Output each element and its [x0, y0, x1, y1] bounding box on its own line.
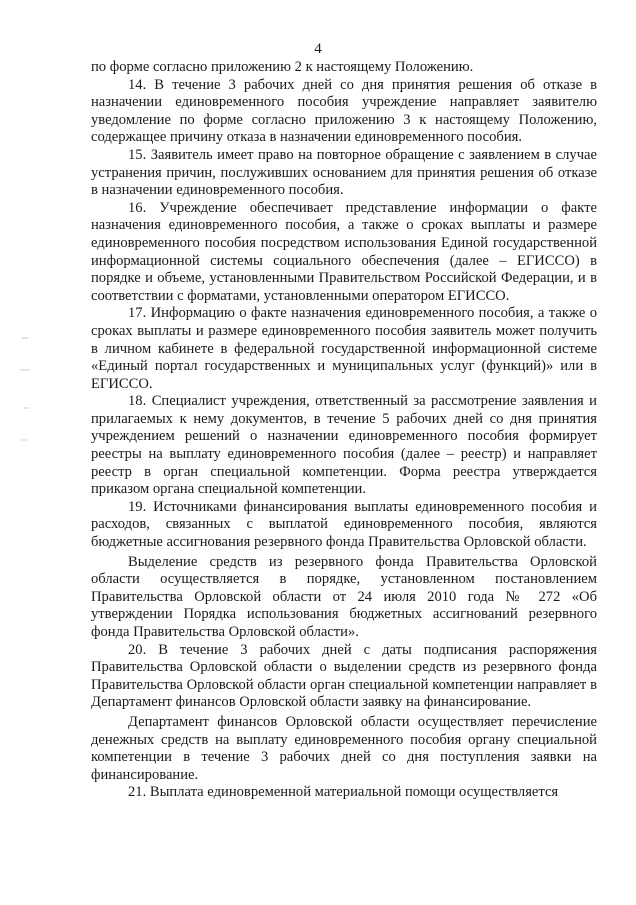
paragraph: 16. Учреждение обеспечивает представление информации о факте назначения единовременного пособия, а также о сроках выплаты и размере единовременного пособия посредством использования Единой государственной информационной системы социального обеспечения (далее – ЕГИССО) в порядке и объеме, установленными Правительством Российской Федерации, и в соответствии с форматами, установленными оператором ЕГИССО.	[91, 199, 597, 304]
margin-scan-marks	[10, 330, 40, 450]
page-number: 4	[314, 41, 322, 57]
paragraph: 17. Информацию о факте назначения единовременного пособия, а также о сроках выплаты и размере единовременного пособия заявитель может получить в личном кабинете в федеральной государственной информационной системе «Единый портал государственных и муниципальных услуг (функций)» или в ЕГИССО.	[91, 305, 597, 392]
paragraph: 18. Специалист учреждения, ответственный за рассмотрение заявления и прилагаемых к нему документов, в течение 5 рабочих дней со дня принятия учреждением решений о назначении единовременного пособия формирует реестры на выплату единовременного пособия (далее – реестр) и направляет реестр в орган специальной компетенции. Форма реестра утверждается приказом органа специальной компетенции.	[91, 393, 597, 498]
paragraph: 19. Источниками финансирования выплаты единовременного пособия и расходов, связанных с выплатой единовременного пособия, являются бюджетные ассигнования резервного фонда Правительства Орловской области.	[91, 498, 597, 551]
paragraph: Департамент финансов Орловской области осуществляет перечисление денежных средств на выплату единовременного пособия органу специальной компетенции в течение 3 рабочих дней со дня поступления заявки на финансирование.	[91, 713, 597, 783]
document-body	[91, 59, 597, 802]
paragraph: 15. Заявитель имеет право на повторное обращение с заявлением в случае устранения причин, послуживших основанием для принятия решения об отказе в назначении единовременного пособия.	[91, 146, 597, 199]
paragraph: 14. В течение 3 рабочих дней со дня принятия решения об отказе в назначении единовременного пособия учреждение направляет заявителю уведомление по форме согласно приложению 3 к настоящему Положению, содержащее причину отказа в назначении единовременного пособия.	[91, 76, 597, 146]
paragraph: по форме согласно приложению 2 к настоящему Положению.	[91, 59, 474, 75]
paragraph: 20. В течение 3 рабочих дней с даты подписания распоряжения Правительства Орловской области о выделении средств из резервного фонда Правительства Орловской области орган специальной компетенции направляет в Департамент финансов Орловской области заявку на финансирование.	[91, 641, 597, 711]
paragraph: 21. Выплата единовременной материальной помощи осуществляется	[128, 784, 559, 801]
paragraph: Выделение средств из резервного фонда Правительства Орловской области осуществляется в порядке, установленном постановлением Правительства Орловской области от 24 июля 2010 года № 272 «Об утверждении Порядка использования бюджетных ассигнований резервного фонда Правительства Орловской области».	[91, 553, 597, 640]
